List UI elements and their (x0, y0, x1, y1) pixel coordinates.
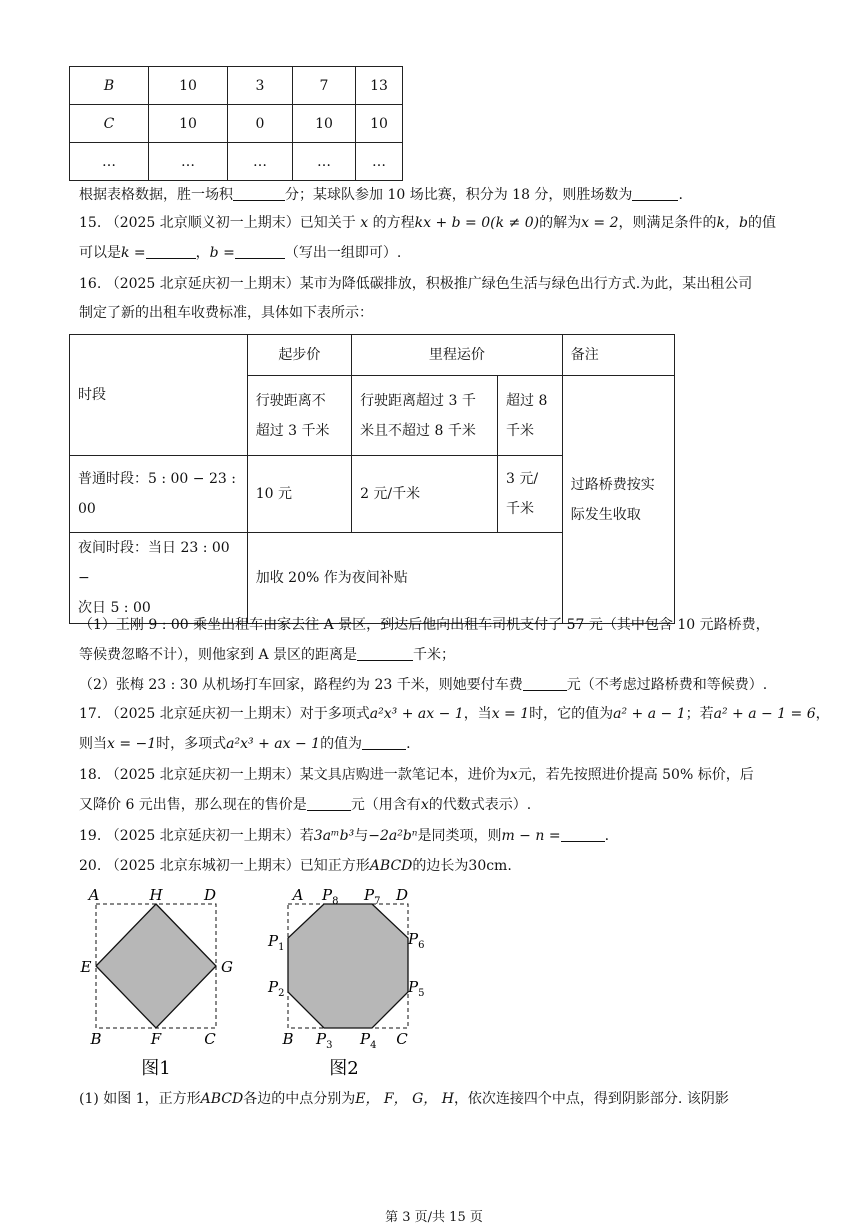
label-B: B (282, 1030, 294, 1048)
label-D: D (203, 886, 217, 904)
q16-sub1-line1: （1）王刚 9 : 00 乘坐出租车由家去往 A 景区，到达后他向出租车司机支付了 57 元（其中包含 10 元路桥费， (79, 617, 770, 633)
figure-1-caption: 图1 (141, 1058, 171, 1079)
q16-line1: 16. （2025 北京延庆初一上期末）某市为降低碳排放，积极推广绿色生活与绿色出行方式.为此，某出租公司 (79, 276, 753, 292)
table-row (70, 105, 403, 143)
q20-line: 20. （2025 北京东城初一上期末）已知正方形ABCD的边长为30cm. (79, 858, 512, 874)
note-cell: 过路桥费按实 际发生收取 (562, 376, 674, 624)
label-C: C (204, 1030, 216, 1048)
label-C: C (396, 1030, 408, 1048)
table-cell: … (228, 143, 293, 181)
header-period: 时段 (70, 335, 248, 456)
table-cell: 10 (356, 105, 403, 143)
table-cell: 行驶距离超过 3 千 米且不超过 8 千米 (352, 376, 498, 456)
answer-blank[interactable] (235, 244, 285, 259)
label-P2: $P_2$ (268, 978, 285, 999)
table-cell: 0 (228, 105, 293, 143)
table-cell: 3 元/ 千米 (498, 456, 563, 533)
label-H: H (149, 886, 163, 904)
q14-text: 分；某球队参加 10 场比赛，积分为 18 分，则胜场数为 (285, 187, 633, 203)
label-F: F (150, 1030, 162, 1048)
table-cell: 行驶距离不 超过 3 千米 (247, 376, 351, 456)
table-cell: 10 (293, 105, 356, 143)
answer-blank[interactable] (233, 186, 285, 201)
equation: kx + b = 0(k ≠ 0) (414, 215, 540, 231)
table-cell: 10 (149, 105, 228, 143)
label-E: E (80, 958, 92, 976)
table-cell: 2 元/千米 (352, 456, 498, 533)
label-A: A (88, 886, 100, 904)
label-B: B (90, 1030, 102, 1048)
table-row (70, 67, 403, 105)
table-cell: … (293, 143, 356, 181)
label-P8: $P_8$ (322, 886, 339, 907)
table-cell: … (149, 143, 228, 181)
table-cell: 普通时段：5 : 00 − 23 : 00 (70, 456, 248, 533)
answer-blank[interactable] (307, 796, 351, 811)
label-G: G (221, 958, 233, 976)
header-note: 备注 (562, 335, 674, 376)
table-cell: … (356, 143, 403, 181)
label-P5: $P_5$ (408, 978, 425, 999)
table-cell: 13 (356, 67, 403, 105)
label-P6: $P_6$ (408, 930, 425, 951)
figure-1-square-midpoints (74, 884, 244, 1080)
table-cell: 10 (149, 67, 228, 105)
answer-blank[interactable] (561, 827, 605, 842)
q18-line2: 又降价 6 元出售，那么现在的售价是 元（用含有x的代数式表示）. (79, 797, 532, 813)
table-cell: B (70, 67, 149, 105)
answer-blank[interactable] (523, 676, 567, 691)
header-mileage: 里程运价 (352, 335, 563, 376)
header-start: 起步价 (247, 335, 351, 376)
q16-sub2: （2）张梅 23 : 30 从机场打车回家，路程约为 23 千米，则她要付车费 元（不考虑过路桥费和等候费）. (79, 677, 768, 693)
figure-2-caption: 图2 (329, 1058, 359, 1079)
label-A: A (292, 886, 304, 904)
page-footer: 第 3 页/共 15 页 (385, 1210, 483, 1225)
score-table (69, 66, 403, 181)
answer-blank[interactable] (357, 646, 413, 661)
figure-2-octagon (262, 884, 442, 1080)
q20-sub1: (1) 如图 1，正方形ABCD各边的中点分别为E， F， G， H，依次连接四个中点，得到阴影部分. 该阴影 (79, 1091, 729, 1107)
answer-blank[interactable] (632, 186, 678, 201)
label-P1: $P_1$ (268, 932, 285, 953)
q15-line2: 可以是k = ，b = （写出一组即可）. (79, 245, 402, 261)
table-row (70, 335, 675, 376)
table-row (70, 143, 403, 181)
q14-text: 根据表格数据，胜一场积 (79, 187, 233, 203)
shaded-octagon (288, 904, 408, 1028)
table-cell: 3 (228, 67, 293, 105)
q14-line: 根据表格数据，胜一场积 分；某球队参加 10 场比赛，积分为 18 分，则胜场数为 . (79, 187, 683, 203)
label-P7: $P_7$ (364, 886, 381, 907)
answer-blank[interactable] (146, 244, 196, 259)
table-cell: 夜间时段：当日 23 : 00 − 次日 5 : 00 (70, 533, 248, 624)
table-cell: 7 (293, 67, 356, 105)
table-cell: C (70, 105, 149, 143)
q16-sub1-line2: 等候费忽略不计），则他家到 A 景区的距离是 千米； (79, 647, 456, 663)
shaded-square (96, 904, 216, 1028)
q16-line2: 制定了新的出租车收费标准，具体如下表所示： (79, 305, 373, 321)
label-P4: $P_4$ (360, 1030, 377, 1051)
q17-line2: 则当x = −1时，多项式a²x³ + ax − 1的值为 . (79, 736, 411, 752)
q18-line1: 18. （2025 北京延庆初一上期末）某文具店购进一款笔记本，进价为x元，若先按照进价提高 50% 标价，后 (79, 767, 754, 783)
label-D: D (395, 886, 409, 904)
label-P3: $P_3$ (316, 1030, 333, 1051)
table-cell: 超过 8 千米 (498, 376, 563, 456)
q15-line1: 15. （2025 北京顺义初一上期末）已知关于 x 的方程kx + b = 0(k ≠ 0)的解为x = 2，则满足条件的k，b的值 (79, 215, 776, 231)
q17-line1: 17. （2025 北京延庆初一上期末）对于多项式a²x³ + ax − 1，当x = 1时，它的值为a² + a − 1；若a² + a − 1 = 6， (79, 706, 830, 722)
table-cell: 加收 20% 作为夜间补贴 (247, 533, 562, 624)
q19-line: 19. （2025 北京延庆初一上期末）若3aᵐb³与−2a²bⁿ是同类项，则m − n = . (79, 828, 610, 844)
taxi-fare-table (69, 334, 675, 624)
table-cell: 10 元 (247, 456, 351, 533)
table-cell: … (70, 143, 149, 181)
answer-blank[interactable] (362, 735, 406, 750)
